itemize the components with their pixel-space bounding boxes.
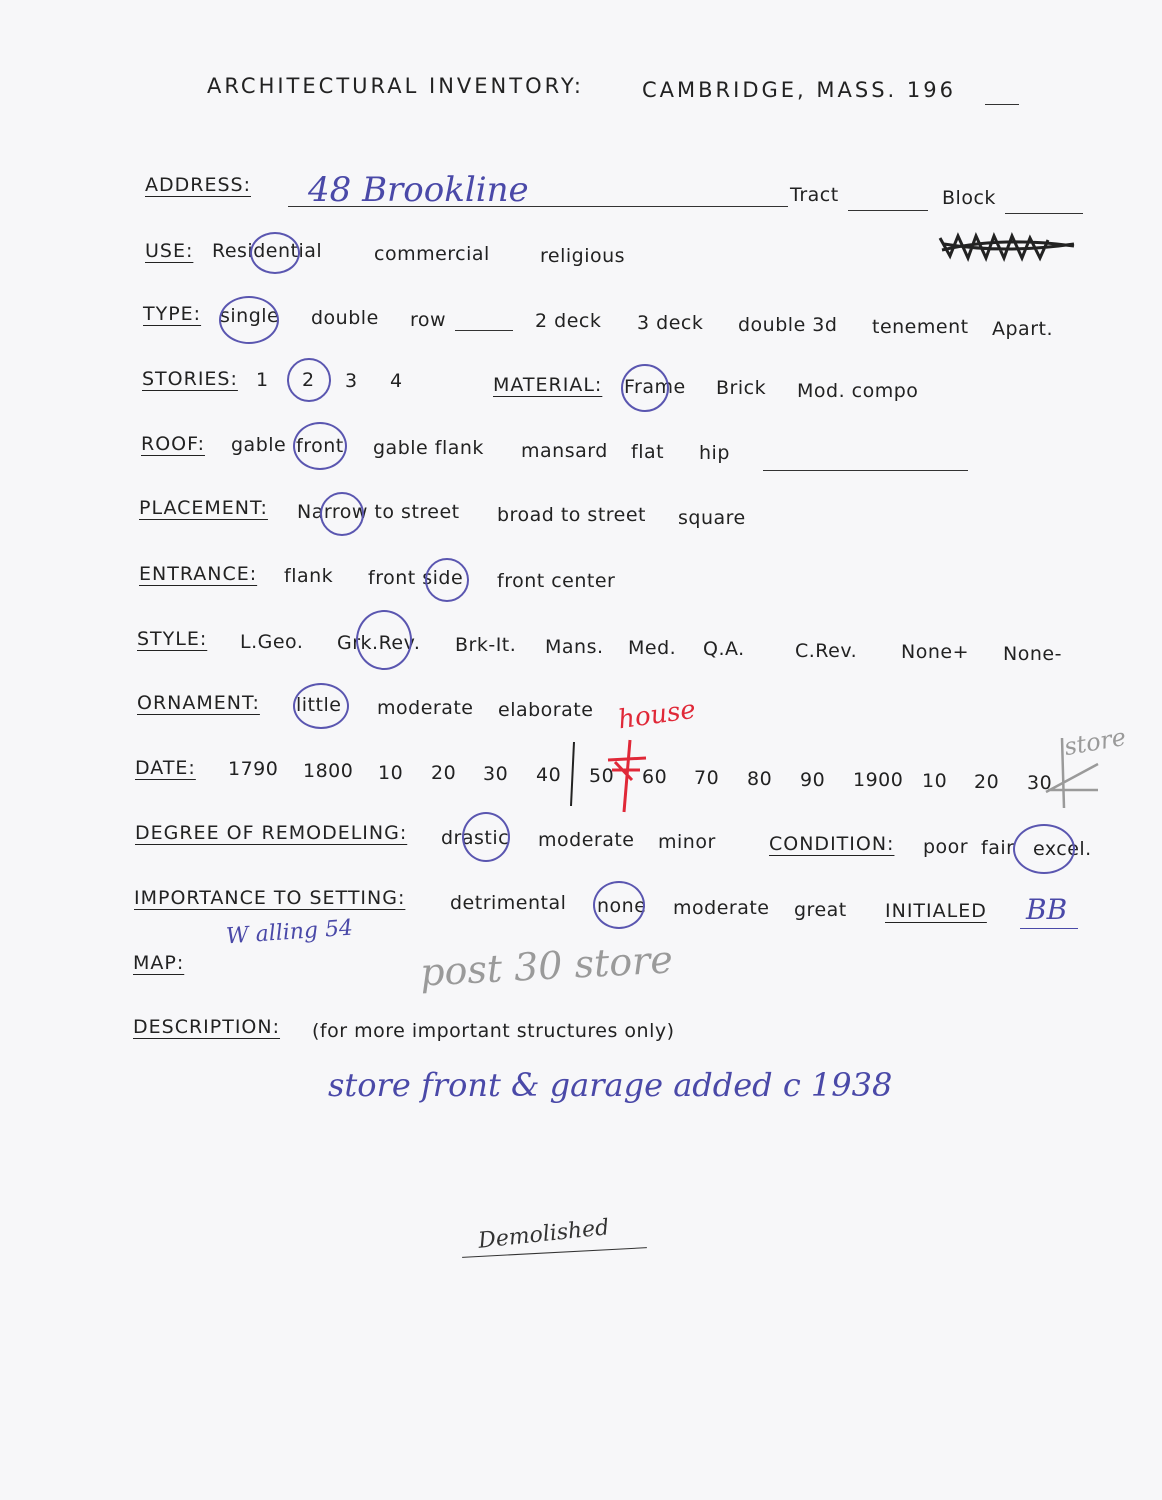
ornament-option: elaborate — [498, 699, 594, 721]
date-option: 1900 — [853, 769, 904, 791]
roof-option: gable — [231, 434, 287, 456]
date-option: 70 — [694, 767, 720, 789]
description-label: DESCRIPTION: — [133, 1016, 281, 1038]
style-option: None- — [1003, 643, 1062, 665]
date-option: 10 — [922, 770, 948, 792]
date-option: 30 — [483, 763, 509, 785]
date-option: 1790 — [228, 758, 279, 780]
stories-label: STORIES: — [142, 368, 238, 390]
stories-option: 1 — [256, 369, 269, 391]
address-label: ADDRESS: — [145, 174, 251, 196]
use-option: commercial — [374, 243, 490, 265]
store-annotation: store — [1062, 722, 1129, 762]
importance-option: none — [597, 895, 647, 917]
initialed-label: INITIALED — [885, 900, 987, 922]
style-option: Q.A. — [703, 638, 745, 660]
material-option: Mod. compo — [797, 380, 919, 402]
use-label: USE: — [145, 240, 194, 262]
roof-option: flat — [631, 441, 665, 463]
roof-option: gable flank — [373, 437, 484, 459]
date-option: 30 — [1027, 772, 1053, 794]
placement-option: square — [678, 507, 746, 529]
type-option: double — [311, 307, 379, 329]
post30-annotation: post 30 store — [419, 937, 674, 995]
type-option: 3 deck — [637, 312, 704, 334]
type-option: Apart. — [992, 318, 1054, 340]
address-value: 48 Brookline — [308, 170, 529, 210]
entrance-option: front center — [497, 570, 616, 592]
condition-option: poor — [923, 836, 969, 858]
date-option: 10 — [378, 762, 404, 784]
remodeling-option: moderate — [538, 829, 635, 851]
style-label: STYLE: — [137, 628, 208, 650]
date-option: 80 — [747, 768, 773, 790]
pencil-arrow — [1046, 738, 1098, 808]
placement-option: broad to street — [497, 504, 647, 526]
date-option: 20 — [431, 762, 457, 784]
date-option: 60 — [642, 766, 668, 788]
roof-option: hip — [699, 442, 730, 464]
date-option: 1800 — [303, 760, 354, 782]
style-option: Mans. — [545, 636, 604, 658]
style-option: None+ — [901, 641, 969, 663]
type-label: TYPE: — [143, 303, 202, 325]
ornament-option: little — [296, 694, 342, 716]
roof-option: front — [296, 435, 344, 457]
form-title: ARCHITECTURAL INVENTORY: — [207, 74, 584, 98]
material-label: MATERIAL: — [493, 374, 603, 396]
use-option: Residential — [212, 240, 323, 262]
importance-option: detrimental — [450, 892, 567, 914]
style-option: Grk.Rev. — [337, 632, 421, 654]
condition-option: excel. — [1033, 838, 1092, 860]
date-option: 50 — [589, 765, 615, 787]
date-tick-mark — [571, 742, 574, 806]
red-date-marker — [608, 740, 646, 812]
house-annotation: house — [616, 694, 698, 736]
demolished-annotation: Demolished — [477, 1215, 611, 1254]
style-option: Brk-It. — [455, 634, 517, 656]
use-option: religious — [540, 245, 626, 267]
remodeling-option: drastic — [441, 827, 510, 849]
scribble-mark — [940, 236, 1074, 258]
type-option: double 3d — [738, 314, 838, 336]
importance-label: IMPORTANCE TO SETTING: — [134, 887, 406, 909]
type-option: row — [410, 309, 447, 331]
roof-label: ROOF: — [141, 433, 205, 455]
stories-option: 3 — [345, 370, 358, 392]
initialed-value: BB — [1026, 893, 1068, 926]
date-option: 40 — [536, 764, 562, 786]
placement-option: Narrow to street — [297, 501, 460, 523]
remodeling-label: DEGREE OF REMODELING: — [135, 822, 408, 844]
map-label: MAP: — [133, 952, 185, 974]
remodeling-option: minor — [658, 831, 716, 853]
style-option: Med. — [628, 637, 677, 659]
tract-label: Tract — [790, 184, 839, 206]
importance-option: great — [794, 899, 847, 921]
condition-label: CONDITION: — [769, 833, 895, 855]
style-option: L.Geo. — [240, 631, 304, 653]
date-option: 90 — [800, 769, 826, 791]
stories-option: 4 — [390, 370, 403, 392]
type-option: 2 deck — [535, 310, 602, 332]
entrance-option: flank — [284, 565, 334, 587]
roof-option: mansard — [521, 440, 608, 462]
entrance-label: ENTRANCE: — [139, 563, 258, 585]
entrance-option: front side — [368, 567, 464, 589]
ornament-label: ORNAMENT: — [137, 692, 260, 714]
map-value: W alling 54 — [225, 915, 354, 950]
type-option: tenement — [872, 316, 969, 338]
stories-option: 2 — [302, 369, 315, 391]
description-hint: (for more important structures only) — [312, 1020, 675, 1042]
material-option: Brick — [716, 377, 767, 399]
placement-label: PLACEMENT: — [139, 497, 268, 519]
importance-option: moderate — [673, 897, 770, 919]
material-option: Frame — [624, 376, 686, 398]
date-label: DATE: — [135, 757, 196, 779]
condition-option: fair — [981, 837, 1015, 859]
type-option: single — [220, 305, 280, 327]
form-place: CAMBRIDGE, MASS. 196 — [642, 78, 956, 102]
style-option: C.Rev. — [795, 640, 858, 662]
date-option: 20 — [974, 771, 1000, 793]
ornament-option: moderate — [377, 697, 474, 719]
block-label: Block — [942, 187, 996, 209]
description-value: store front & garage added c 1938 — [328, 1066, 893, 1104]
